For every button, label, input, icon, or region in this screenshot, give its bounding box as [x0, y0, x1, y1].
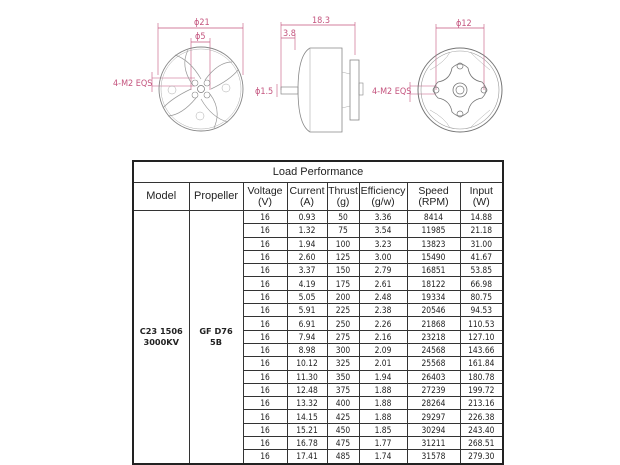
voltage-cell: 16 [243, 224, 287, 237]
voltage-cell: 16 [243, 304, 287, 317]
voltage-cell: 16 [243, 410, 287, 423]
thrust-cell: 150 [327, 264, 359, 277]
current-cell: 8.98 [287, 343, 327, 356]
dim-shaft-length: 3.8 [283, 29, 296, 39]
efficiency-cell: 1.85 [359, 423, 407, 436]
thrust-cell: 275 [327, 330, 359, 343]
voltage-cell: 16 [243, 397, 287, 410]
current-cell: 10.12 [287, 357, 327, 370]
header-propeller: Propeller [189, 183, 243, 211]
current-cell: 16.78 [287, 437, 327, 450]
voltage-cell: 16 [243, 277, 287, 290]
current-cell: 2.60 [287, 250, 327, 263]
efficiency-cell: 2.38 [359, 304, 407, 317]
input-cell: 127.10 [460, 330, 503, 343]
voltage-cell: 16 [243, 370, 287, 383]
voltage-cell: 16 [243, 290, 287, 303]
voltage-cell: 16 [243, 250, 287, 263]
thrust-cell: 400 [327, 397, 359, 410]
current-cell: 5.91 [287, 304, 327, 317]
current-cell: 7.94 [287, 330, 327, 343]
efficiency-cell: 2.26 [359, 317, 407, 330]
current-cell: 11.30 [287, 370, 327, 383]
table-title: Load Performance [133, 161, 503, 183]
voltage-cell: 16 [243, 343, 287, 356]
speed-cell: 26403 [407, 370, 460, 383]
efficiency-cell: 3.36 [359, 211, 407, 224]
thrust-cell: 450 [327, 423, 359, 436]
side-view [255, 16, 363, 132]
input-cell: 31.00 [460, 237, 503, 250]
thrust-cell: 75 [327, 224, 359, 237]
dim-shaft-diameter: ϕ1.5 [255, 87, 274, 97]
voltage-cell: 16 [243, 450, 287, 464]
efficiency-cell: 2.01 [359, 357, 407, 370]
thrust-cell: 300 [327, 343, 359, 356]
voltage-cell: 16 [243, 317, 287, 330]
speed-cell: 8414 [407, 211, 460, 224]
input-cell: 53.85 [460, 264, 503, 277]
speed-cell: 15490 [407, 250, 460, 263]
motor-dimension-drawing [0, 0, 620, 150]
speed-cell: 19334 [407, 290, 460, 303]
thrust-cell: 475 [327, 437, 359, 450]
speed-cell: 24568 [407, 343, 460, 356]
speed-cell: 20546 [407, 304, 460, 317]
header-thrust: Thrust (g) [327, 183, 359, 211]
front-view [113, 18, 243, 131]
efficiency-cell: 2.48 [359, 290, 407, 303]
efficiency-cell: 1.74 [359, 450, 407, 464]
header-model: Model [133, 183, 189, 211]
voltage-cell: 16 [243, 264, 287, 277]
input-cell: 94.53 [460, 304, 503, 317]
current-cell: 13.32 [287, 397, 327, 410]
input-cell: 268.51 [460, 437, 503, 450]
front-mount-label: 4-M2 EQS [113, 79, 153, 89]
input-cell: 161.84 [460, 357, 503, 370]
input-cell: 180.78 [460, 370, 503, 383]
voltage-cell: 16 [243, 383, 287, 396]
efficiency-cell: 1.88 [359, 397, 407, 410]
dim-mount-diameter: ϕ12 [456, 19, 472, 29]
efficiency-cell: 1.94 [359, 370, 407, 383]
thrust-cell: 375 [327, 383, 359, 396]
input-cell: 243.40 [460, 423, 503, 436]
dim-inner-diameter: ϕ5 [195, 32, 206, 42]
thrust-cell: 325 [327, 357, 359, 370]
current-cell: 5.05 [287, 290, 327, 303]
efficiency-cell: 1.88 [359, 383, 407, 396]
voltage-cell: 16 [243, 357, 287, 370]
input-cell: 199.72 [460, 383, 503, 396]
input-cell: 213.16 [460, 397, 503, 410]
table-row [133, 211, 503, 224]
efficiency-cell: 2.16 [359, 330, 407, 343]
thrust-cell: 250 [327, 317, 359, 330]
current-cell: 14.15 [287, 410, 327, 423]
rear-mount-label: 4-M2 EQS [372, 87, 412, 97]
speed-cell: 23218 [407, 330, 460, 343]
model-cell: C23 1506 3000KV [133, 211, 189, 464]
dim-outer-diameter: ϕ21 [194, 18, 210, 28]
header-current: Current (A) [287, 183, 327, 211]
load-performance-table [132, 160, 502, 465]
efficiency-cell: 1.88 [359, 410, 407, 423]
propeller-cell: GF D76 5B [189, 211, 243, 464]
header-speed: Speed (RPM) [407, 183, 460, 211]
input-cell: 14.88 [460, 211, 503, 224]
input-cell: 110.53 [460, 317, 503, 330]
speed-cell: 31211 [407, 437, 460, 450]
voltage-cell: 16 [243, 437, 287, 450]
thrust-cell: 350 [327, 370, 359, 383]
thrust-cell: 175 [327, 277, 359, 290]
thrust-cell: 485 [327, 450, 359, 464]
efficiency-cell: 2.09 [359, 343, 407, 356]
thrust-cell: 225 [327, 304, 359, 317]
input-cell: 41.67 [460, 250, 503, 263]
thrust-cell: 125 [327, 250, 359, 263]
input-cell: 143.66 [460, 343, 503, 356]
efficiency-cell: 3.00 [359, 250, 407, 263]
speed-cell: 11985 [407, 224, 460, 237]
speed-cell: 29297 [407, 410, 460, 423]
speed-cell: 25568 [407, 357, 460, 370]
thrust-cell: 50 [327, 211, 359, 224]
dim-total-length: 18.3 [312, 16, 331, 26]
voltage-cell: 16 [243, 423, 287, 436]
input-cell: 80.75 [460, 290, 503, 303]
header-input: Input (W) [460, 183, 503, 211]
current-cell: 15.21 [287, 423, 327, 436]
current-cell: 0.93 [287, 211, 327, 224]
speed-cell: 21868 [407, 317, 460, 330]
voltage-cell: 16 [243, 211, 287, 224]
speed-cell: 28264 [407, 397, 460, 410]
voltage-cell: 16 [243, 237, 287, 250]
current-cell: 17.41 [287, 450, 327, 464]
current-cell: 4.19 [287, 277, 327, 290]
speed-cell: 18122 [407, 277, 460, 290]
input-cell: 226.38 [460, 410, 503, 423]
header-voltage: Voltage (V) [243, 183, 287, 211]
speed-cell: 27239 [407, 383, 460, 396]
current-cell: 3.37 [287, 264, 327, 277]
efficiency-cell: 1.77 [359, 437, 407, 450]
efficiency-cell: 2.61 [359, 277, 407, 290]
thrust-cell: 425 [327, 410, 359, 423]
speed-cell: 30294 [407, 423, 460, 436]
voltage-cell: 16 [243, 330, 287, 343]
efficiency-cell: 3.23 [359, 237, 407, 250]
current-cell: 1.94 [287, 237, 327, 250]
thrust-cell: 200 [327, 290, 359, 303]
current-cell: 1.32 [287, 224, 327, 237]
thrust-cell: 100 [327, 237, 359, 250]
header-efficiency: Efficiency (g/w) [359, 183, 407, 211]
input-cell: 66.98 [460, 277, 503, 290]
speed-cell: 16851 [407, 264, 460, 277]
speed-cell: 31578 [407, 450, 460, 464]
input-cell: 279.30 [460, 450, 503, 464]
speed-cell: 13823 [407, 237, 460, 250]
table-header-row [133, 183, 503, 211]
current-cell: 6.91 [287, 317, 327, 330]
efficiency-cell: 3.54 [359, 224, 407, 237]
current-cell: 12.48 [287, 383, 327, 396]
input-cell: 21.18 [460, 224, 503, 237]
rear-view [372, 19, 502, 132]
efficiency-cell: 2.79 [359, 264, 407, 277]
